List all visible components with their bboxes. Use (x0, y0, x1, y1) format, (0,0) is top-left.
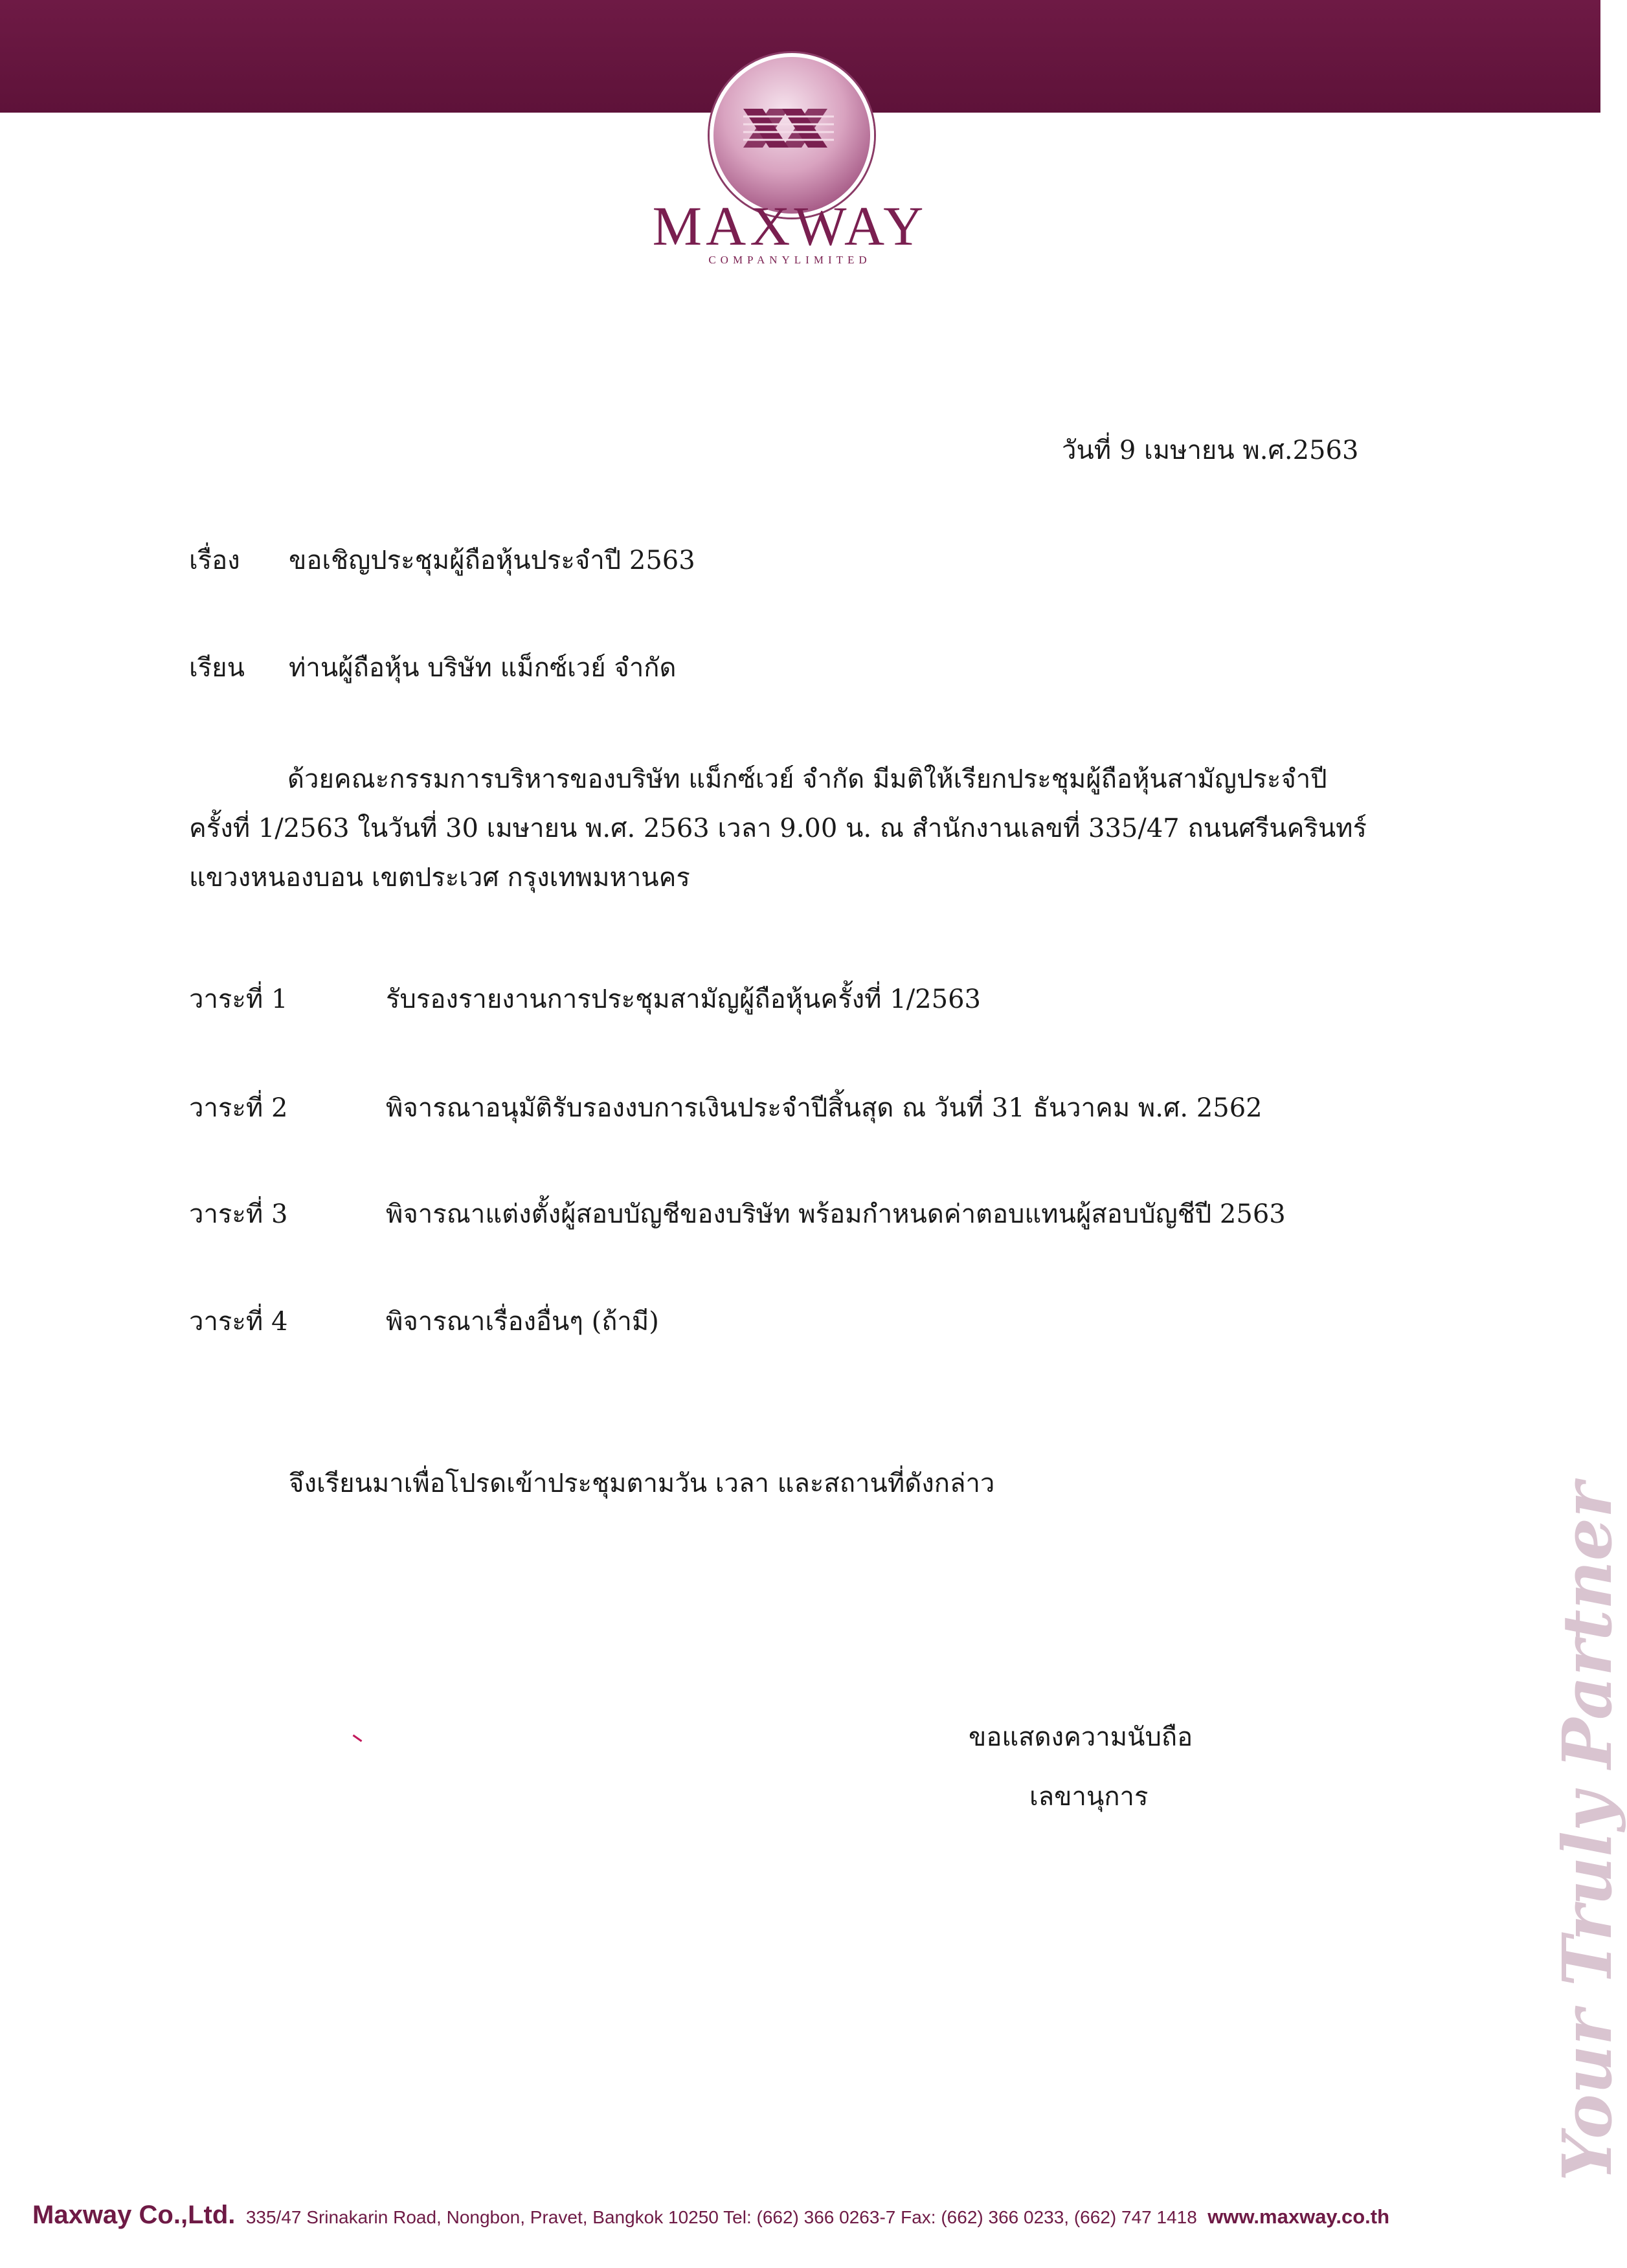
closing-sentence: จึงเรียนมาเพื่อโปรดเข้าประชุมตามวัน เวลา และสถานที่ดังกล่าว (289, 1469, 995, 1498)
recipient-text: ท่านผู้ถือหุ้น บริษัท แม็กซ์เวย์ จำกัด (289, 653, 677, 683)
agenda-label-2: วาระที่ 2 (189, 1093, 288, 1123)
agenda-text-4: พิจารณาเรื่องอื่นๆ (ถ้ามี) (386, 1307, 659, 1337)
agenda-label-1: วาระที่ 1 (189, 984, 288, 1014)
body-paragraph (189, 755, 1419, 902)
footer-company: Maxway Co.,Ltd. (32, 2201, 236, 2229)
slogan-watermark: Your Truly Partner (1547, 1482, 1627, 2181)
pen-mark (353, 1735, 363, 1742)
brand-subtitle: COMPANYLIMITED (708, 254, 871, 266)
body-line: ด้วยคณะกรรมการบริหารของบริษัท แม็กซ์เวย์ จำกัด มีมติให้เรียกประชุมผู้ถือหุ้นสามัญประจำปี (287, 764, 1327, 794)
agenda-text-2: พิจารณาอนุมัติรับรองงบการเงินประจำปีสิ้นสุด ณ วันที่ 31 ธันวาคม พ.ศ. 2562 (386, 1093, 1262, 1123)
agenda-label-4: วาระที่ 4 (189, 1307, 288, 1337)
footer-website: www.maxway.co.th (1207, 2205, 1390, 2228)
complimentary-close: ขอแสดงความนับถือ (969, 1722, 1193, 1752)
body-line: ครั้งที่ 1/2563 ในวันที่ 30 เมษายน พ.ศ. 2563 เวลา 9.00 น. ณ สำนักงานเลขที่ 335/47 ถนนศรีนครินทร์ (189, 814, 1367, 843)
brand-name: MAXWAY (652, 195, 928, 257)
agenda-text-1: รับรองรายงานการประชุมสามัญผู้ถือหุ้นครั้งที่ 1/2563 (386, 984, 981, 1014)
agenda-label-3: วาระที่ 3 (189, 1199, 288, 1229)
signer-title: เลขานุการ (1029, 1782, 1149, 1812)
footer (32, 2201, 1568, 2230)
footer-address: 335/47 Srinakarin Road, Nongbon, Pravet, Bangkok 10250 Tel: (662) 366 0263-7 Fax: (662) 366 0233, (662) 747 1418 (245, 2207, 1197, 2227)
agenda-text-3: พิจารณาแต่งตั้งผู้สอบบัญชีของบริษัท พร้อมกำหนดค่าตอบแทนผู้สอบบัญชีปี 2563 (386, 1199, 1286, 1229)
maxway-logo-icon (710, 53, 874, 217)
letter-date: วันที่ 9 เมษายน พ.ศ.2563 (1062, 436, 1359, 465)
recipient-label: เรียน (189, 653, 245, 683)
body-line: แขวงหนองบอน เขตประเวศ กรุงเทพมหานคร (189, 863, 690, 893)
subject-text: ขอเชิญประชุมผู้ถือหุ้นประจำปี 2563 (289, 546, 695, 575)
subject-label: เรื่อง (189, 546, 240, 575)
